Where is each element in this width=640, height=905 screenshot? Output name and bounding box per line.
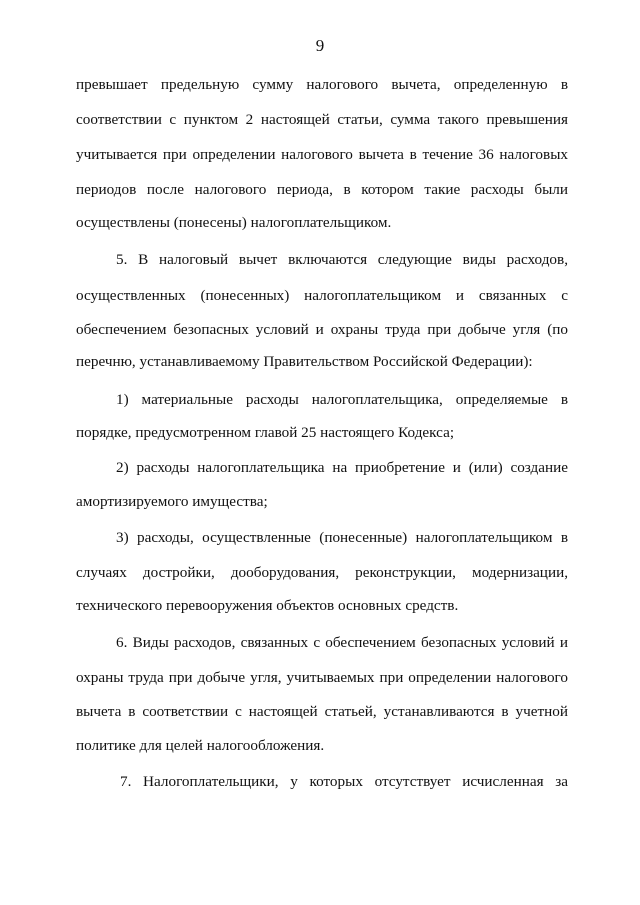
paragraph-cont-line-5: осуществлены (понесены) налогоплательщиком.: [76, 214, 392, 231]
paragraph-5-line-3: обеспечением безопасных условий и охраны труда при добыче угля (по: [76, 321, 568, 338]
paragraph-5-line-2: осуществленных (понесенных) налогоплательщиком и связанных с: [76, 287, 568, 304]
paragraph-cont-line-3: учитывается при определении налогового вычета в течение 36 налоговых: [76, 146, 568, 163]
paragraph-6-line-1: 6. Виды расходов, связанных с обеспечением безопасных условий и: [116, 634, 568, 651]
paragraph-6-line-2: охраны труда при добыче угля, учитываемых при определении налогового: [76, 669, 568, 686]
item-2-line-2: амортизируемого имущества;: [76, 493, 268, 510]
paragraph-cont-line-2: соответствии с пунктом 2 настоящей статьи, сумма такого превышения: [76, 111, 568, 128]
item-3-line-2: случаях достройки, дооборудования, реконструкции, модернизации,: [76, 564, 568, 581]
item-1-line-1: 1) материальные расходы налогоплательщика, определяемые в: [116, 391, 568, 408]
item-2-line-1: 2) расходы налогоплательщика на приобретение и (или) создание: [116, 459, 568, 476]
item-3-line-3: технического перевооружения объектов основных средств.: [76, 597, 459, 614]
paragraph-6-line-3: вычета в соответствии с настоящей статьей, устанавливаются в учетной: [76, 703, 568, 720]
paragraph-cont-line-1: превышает предельную сумму налогового вычета, определенную в: [76, 76, 568, 93]
paragraph-cont-line-4: периодов после налогового периода, в котором такие расходы были: [76, 181, 568, 198]
paragraph-5-line-1: 5. В налоговый вычет включаются следующие виды расходов,: [116, 251, 568, 268]
item-3-line-1: 3) расходы, осуществленные (понесенные) налогоплательщиком в: [116, 529, 568, 546]
paragraph-5-line-4: перечню, устанавливаемому Правительством Российской Федерации):: [76, 353, 533, 370]
paragraph-6-line-4: политике для целей налогообложения.: [76, 737, 325, 754]
paragraph-7-line-1: 7. Налогоплательщики, у которых отсутствует исчисленная за: [120, 773, 568, 790]
page-number: 9: [315, 36, 325, 55]
item-1-line-2: порядке, предусмотренном главой 25 настоящего Кодекса;: [76, 424, 455, 441]
